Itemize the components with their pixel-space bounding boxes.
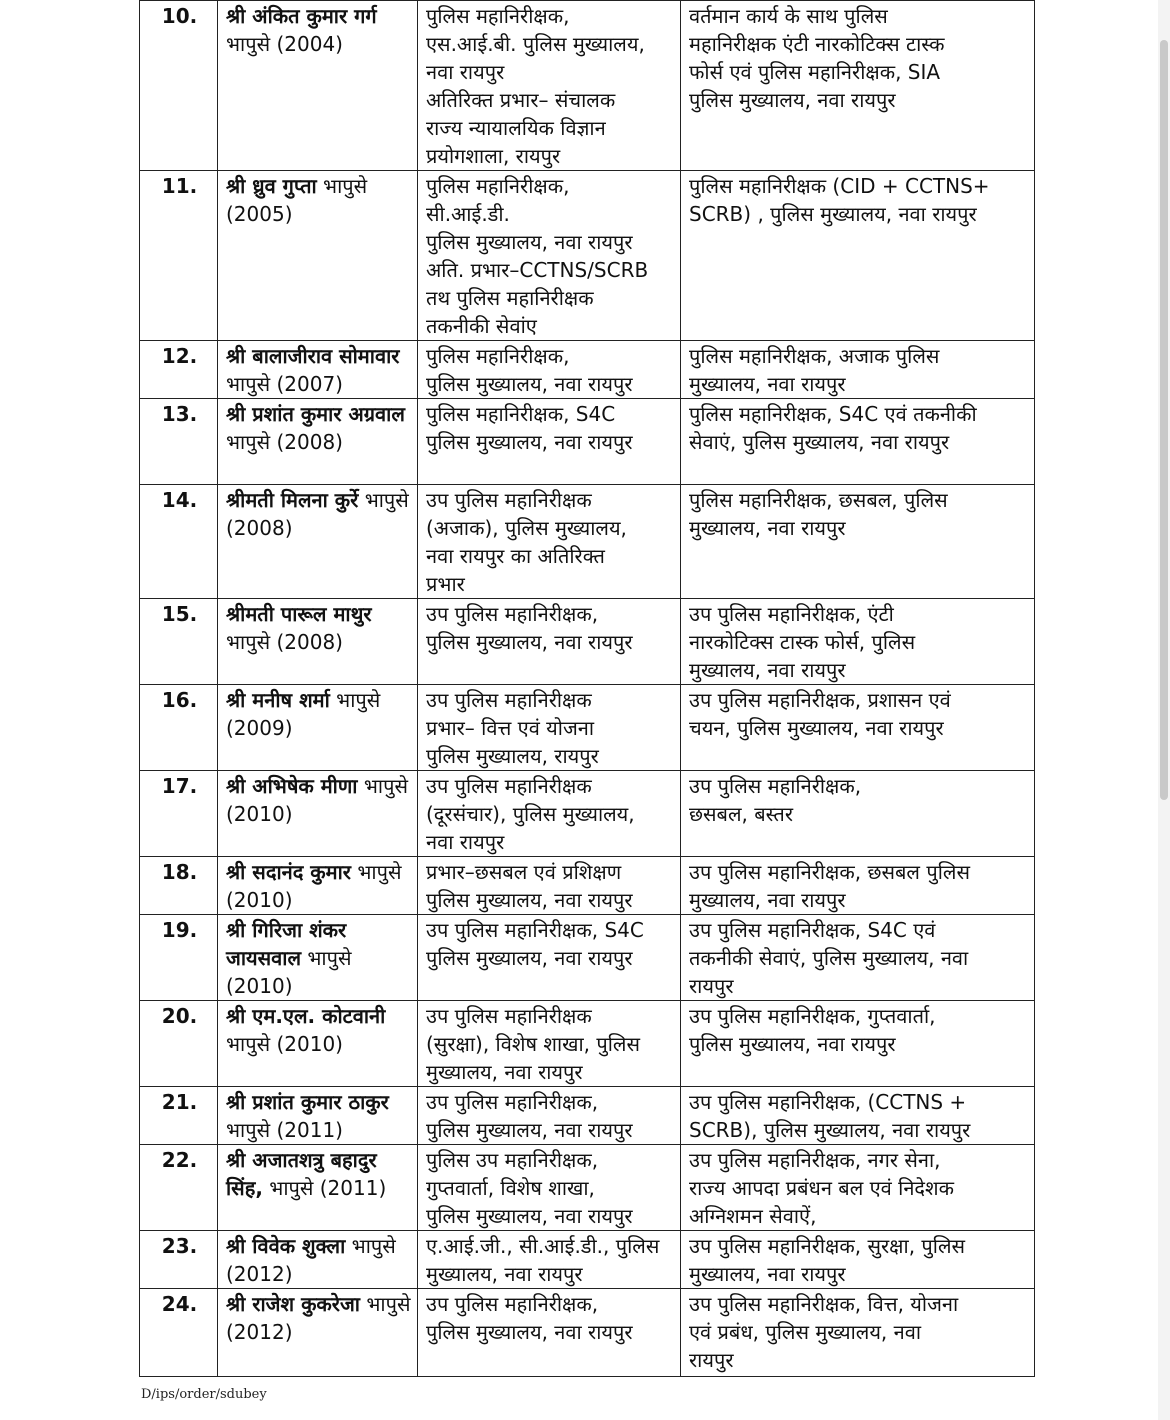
table-row	[140, 915, 1035, 1001]
current-posting-line: प्रभार	[426, 572, 465, 596]
new-posting-cell	[681, 1231, 1035, 1289]
current-posting-line: नवा रायपुर का अतिरिक्त	[426, 544, 605, 568]
serial-number: 10.	[140, 1, 218, 171]
officer-batch: भापुसे (2010)	[226, 860, 402, 912]
current-posting-line: राज्य न्यायालयिक विज्ञान	[426, 116, 606, 140]
new-posting-line: उप पुलिस महानिरीक्षक, नगर सेना,	[689, 1148, 941, 1172]
serial-number: 21.	[140, 1087, 218, 1145]
current-posting-cell	[418, 1087, 681, 1145]
current-posting-line: पुलिस मुख्यालय, नवा रायपुर	[426, 1118, 633, 1142]
new-posting-cell	[681, 485, 1035, 599]
new-posting-line: उप पुलिस महानिरीक्षक, एंटी	[689, 602, 894, 626]
officer-cell	[218, 1289, 418, 1377]
current-posting-line: नवा रायपुर	[426, 830, 505, 854]
officer-batch: भापुसे (2011)	[269, 1176, 387, 1200]
current-posting-line: प्रभार– वित्त एवं योजना	[426, 716, 595, 740]
officer-batch: भापुसे (2011)	[226, 1118, 343, 1142]
officer-cell	[218, 341, 418, 399]
new-posting-line: वर्तमान कार्य के साथ पुलिस	[689, 4, 888, 28]
table-row	[140, 1231, 1035, 1289]
officer-batch: भापुसे (2005)	[226, 174, 368, 226]
officer-name: श्री गिरिजा शंकर जायसवाल	[226, 918, 347, 970]
officer-name: श्री विवेक शुक्ला	[226, 1234, 346, 1258]
officer-batch: भापुसे (2009)	[226, 688, 381, 740]
current-posting-line: ए.आई.जी., सी.आई.डी., पुलिस	[426, 1234, 660, 1258]
new-posting-line: पुलिस महानिरीक्षक, अजाक पुलिस	[689, 344, 940, 368]
current-posting-line: मुख्यालय, नवा रायपुर	[426, 1060, 583, 1084]
serial-number: 12.	[140, 341, 218, 399]
footer-reference: D/ips/order/sdubey	[141, 1387, 267, 1402]
new-posting-line: नारकोटिक्स टास्क फोर्स, पुलिस	[689, 630, 916, 654]
officer-name: श्री अजातशत्रु बहादुर सिंह,	[226, 1148, 377, 1200]
current-posting-cell	[418, 1231, 681, 1289]
current-posting-line: उप पुलिस महानिरीक्षक	[426, 488, 592, 512]
new-posting-line: एवं प्रबंध, पुलिस मुख्यालय, नवा	[689, 1320, 922, 1344]
current-posting-cell	[418, 171, 681, 341]
serial-number: 16.	[140, 685, 218, 771]
new-posting-line: सेवाएं, पुलिस मुख्यालय, नवा रायपुर	[689, 430, 950, 454]
current-posting-line: (अजाक), पुलिस मुख्यालय,	[426, 516, 627, 540]
new-posting-cell	[681, 599, 1035, 685]
current-posting-line: एस.आई.बी. पुलिस मुख्यालय,	[426, 32, 645, 56]
new-posting-line: SCRB) , पुलिस मुख्यालय, नवा रायपुर	[689, 202, 977, 226]
current-posting-cell	[418, 341, 681, 399]
current-posting-cell	[418, 771, 681, 857]
current-posting-line: अति. प्रभार–CCTNS/SCRB	[426, 258, 649, 282]
new-posting-line: उप पुलिस महानिरीक्षक, छसबल पुलिस	[689, 860, 970, 884]
current-posting-line: गुप्तवार्ता, विशेष शाखा,	[426, 1176, 595, 1200]
current-posting-line: तकनीकी सेवांए	[426, 314, 537, 338]
new-posting-line: पुलिस मुख्यालय, नवा रायपुर	[689, 1032, 896, 1056]
officer-cell	[218, 771, 418, 857]
officer-name: श्री बालाजीराव सोमावार	[226, 344, 400, 368]
new-posting-line: महानिरीक्षक एंटी नारकोटिक्स टास्क	[689, 32, 945, 56]
serial-number: 19.	[140, 915, 218, 1001]
new-posting-line: मुख्यालय, नवा रायपुर	[689, 516, 846, 540]
current-posting-line: पुलिस मुख्यालय, नवा रायपुर	[426, 430, 633, 454]
table-row	[140, 685, 1035, 771]
new-posting-line: उप पुलिस महानिरीक्षक, सुरक्षा, पुलिस	[689, 1234, 966, 1258]
officer-name: श्री प्रशांत कुमार अग्रवाल	[226, 402, 405, 426]
new-posting-line: राज्य आपदा प्रबंधन बल एवं निदेशक	[689, 1176, 955, 1200]
new-posting-cell	[681, 399, 1035, 485]
current-posting-line: प्रयोगशाला, रायपुर	[426, 144, 561, 168]
current-posting-line: पुलिस मुख्यालय, रायपुर	[426, 744, 599, 768]
new-posting-cell	[681, 1289, 1035, 1377]
officer-batch: भापुसे (2010)	[226, 1032, 343, 1056]
current-posting-line: पुलिस उप महानिरीक्षक,	[426, 1148, 599, 1172]
officer-name: श्री ध्रुव गुप्ता	[226, 174, 317, 198]
table-row	[140, 1087, 1035, 1145]
current-posting-line: मुख्यालय, नवा रायपुर	[426, 1262, 583, 1286]
officer-batch: भापुसे (2008)	[226, 630, 343, 654]
new-posting-line: मुख्यालय, नवा रायपुर	[689, 658, 846, 682]
new-posting-cell	[681, 1, 1035, 171]
officer-name: श्रीमती मिलना कुर्रे	[226, 488, 359, 512]
officer-cell	[218, 685, 418, 771]
new-posting-line: पुलिस मुख्यालय, नवा रायपुर	[689, 88, 896, 112]
current-posting-line: पुलिस महानिरीक्षक,	[426, 344, 570, 368]
current-posting-line: अतिरिक्त प्रभार– संचालक	[426, 88, 616, 112]
table-row	[140, 1, 1035, 171]
new-posting-cell	[681, 341, 1035, 399]
serial-number: 18.	[140, 857, 218, 915]
new-posting-line: पुलिस महानिरीक्षक (CID + CCTNS+	[689, 174, 990, 198]
current-posting-line: नवा रायपुर	[426, 60, 505, 84]
officer-cell	[218, 1145, 418, 1231]
current-posting-cell	[418, 399, 681, 485]
officer-batch: भापुसे (2010)	[226, 946, 352, 998]
table-row	[140, 485, 1035, 599]
new-posting-line: मुख्यालय, नवा रायपुर	[689, 1262, 846, 1286]
current-posting-line: उप पुलिस महानिरीक्षक,	[426, 1292, 599, 1316]
officer-name: श्री राजेश कुकरेजा	[226, 1292, 360, 1316]
current-posting-line: पुलिस महानिरीक्षक,	[426, 174, 570, 198]
current-posting-line: पुलिस महानिरीक्षक, S4C	[426, 402, 616, 426]
current-posting-line: उप पुलिस महानिरीक्षक	[426, 688, 592, 712]
table-row	[140, 599, 1035, 685]
new-posting-line: रायपुर	[689, 974, 734, 998]
new-posting-line: छसबल, बस्तर	[689, 802, 794, 826]
new-posting-line: पुलिस महानिरीक्षक, S4C एवं तकनीकी	[689, 402, 977, 426]
serial-number: 20.	[140, 1001, 218, 1087]
serial-number: 14.	[140, 485, 218, 599]
new-posting-line: SCRB), पुलिस मुख्यालय, नवा रायपुर	[689, 1118, 971, 1142]
officer-name: श्री अभिषेक मीणा	[226, 774, 358, 798]
new-posting-line: पुलिस महानिरीक्षक, छसबल, पुलिस	[689, 488, 948, 512]
new-posting-line: उप पुलिस महानिरीक्षक, गुप्तवार्ता,	[689, 1004, 936, 1028]
table-row	[140, 1145, 1035, 1231]
new-posting-line: उप पुलिस महानिरीक्षक, S4C एवं	[689, 918, 936, 942]
new-posting-line: उप पुलिस महानिरीक्षक, (CCTNS +	[689, 1090, 967, 1114]
current-posting-cell	[418, 485, 681, 599]
officer-batch: भापुसे (2008)	[226, 488, 409, 540]
new-posting-cell	[681, 1145, 1035, 1231]
table-row	[140, 1289, 1035, 1377]
serial-number: 15.	[140, 599, 218, 685]
serial-number: 17.	[140, 771, 218, 857]
officer-name: श्री मनीष शर्मा	[226, 688, 330, 712]
officer-batch: भापुसे (2010)	[226, 774, 408, 826]
current-posting-cell	[418, 1001, 681, 1087]
new-posting-line: फोर्स एवं पुलिस महानिरीक्षक, SIA	[689, 60, 941, 84]
table-row	[140, 1001, 1035, 1087]
new-posting-cell	[681, 771, 1035, 857]
officer-batch: भापुसे (2012)	[226, 1292, 411, 1344]
officer-cell	[218, 171, 418, 341]
current-posting-line: उप पुलिस महानिरीक्षक	[426, 774, 592, 798]
officer-batch: भापुसे (2008)	[226, 430, 343, 454]
current-posting-line: प्रभार–छसबल एवं प्रशिक्षण	[426, 860, 622, 884]
officer-cell	[218, 485, 418, 599]
officer-cell	[218, 399, 418, 485]
new-posting-line: मुख्यालय, नवा रायपुर	[689, 888, 846, 912]
current-posting-line: पुलिस मुख्यालय, नवा रायपुर	[426, 230, 633, 254]
serial-number: 11.	[140, 171, 218, 341]
serial-number: 23.	[140, 1231, 218, 1289]
current-posting-line: उप पुलिस महानिरीक्षक,	[426, 1090, 599, 1114]
current-posting-line: पुलिस मुख्यालय, नवा रायपुर	[426, 372, 633, 396]
table-row	[140, 171, 1035, 341]
transfer-order-table	[139, 0, 1035, 1377]
new-posting-line: मुख्यालय, नवा रायपुर	[689, 372, 846, 396]
officer-cell	[218, 599, 418, 685]
officer-cell	[218, 1001, 418, 1087]
new-posting-line: रायपुर	[689, 1348, 734, 1372]
current-posting-cell	[418, 685, 681, 771]
current-posting-line: उप पुलिस महानिरीक्षक, S4C	[426, 918, 644, 942]
current-posting-line: पुलिस मुख्यालय, नवा रायपुर	[426, 630, 633, 654]
table-row	[140, 857, 1035, 915]
table-body	[140, 1, 1035, 1377]
current-posting-line: (सुरक्षा), विशेष शाखा, पुलिस	[426, 1032, 641, 1056]
new-posting-cell	[681, 171, 1035, 341]
new-posting-cell	[681, 1087, 1035, 1145]
officer-name: श्री प्रशांत कुमार ठाकुर	[226, 1090, 389, 1114]
scrollbar-track[interactable]	[1158, 0, 1170, 1420]
current-posting-line: पुलिस मुख्यालय, नवा रायपुर	[426, 1320, 633, 1344]
officer-cell	[218, 915, 418, 1001]
table-row	[140, 771, 1035, 857]
officer-batch: भापुसे (2007)	[226, 372, 343, 396]
current-posting-line: सी.आई.डी.	[426, 202, 510, 226]
officer-name: श्री सदानंद कुमार	[226, 860, 351, 884]
current-posting-line: पुलिस मुख्यालय, नवा रायपुर	[426, 946, 633, 970]
new-posting-line: तकनीकी सेवाएं, पुलिस मुख्यालय, नवा	[689, 946, 969, 970]
new-posting-line: उप पुलिस महानिरीक्षक, वित्त, योजना	[689, 1292, 959, 1316]
new-posting-line: अग्निशमन सेवाऐं,	[689, 1204, 817, 1228]
officer-cell	[218, 1231, 418, 1289]
officer-cell	[218, 1087, 418, 1145]
current-posting-line: पुलिस महानिरीक्षक,	[426, 4, 570, 28]
new-posting-line: उप पुलिस महानिरीक्षक,	[689, 774, 862, 798]
new-posting-cell	[681, 1001, 1035, 1087]
new-posting-cell	[681, 915, 1035, 1001]
table-row	[140, 341, 1035, 399]
current-posting-line: उप पुलिस महानिरीक्षक,	[426, 602, 599, 626]
current-posting-cell	[418, 915, 681, 1001]
table-row	[140, 399, 1035, 485]
current-posting-line: पुलिस मुख्यालय, नवा रायपुर	[426, 888, 633, 912]
officer-batch: भापुसे (2012)	[226, 1234, 396, 1286]
current-posting-cell	[418, 1, 681, 171]
current-posting-cell	[418, 1145, 681, 1231]
new-posting-cell	[681, 857, 1035, 915]
officer-name: श्री एम.एल. कोटवानी	[226, 1004, 386, 1028]
new-posting-line: उप पुलिस महानिरीक्षक, प्रशासन एवं	[689, 688, 951, 712]
serial-number: 22.	[140, 1145, 218, 1231]
current-posting-line: (दूरसंचार), पुलिस मुख्यालय,	[426, 802, 635, 826]
current-posting-cell	[418, 1289, 681, 1377]
serial-number: 13.	[140, 399, 218, 485]
new-posting-cell	[681, 685, 1035, 771]
new-posting-line: चयन, पुलिस मुख्यालय, नवा रायपुर	[689, 716, 944, 740]
officer-batch: भापुसे (2004)	[226, 32, 343, 56]
officer-cell	[218, 1, 418, 171]
scrollbar-thumb[interactable]	[1160, 40, 1168, 800]
current-posting-line: उप पुलिस महानिरीक्षक	[426, 1004, 592, 1028]
current-posting-line: पुलिस मुख्यालय, नवा रायपुर	[426, 1204, 633, 1228]
current-posting-cell	[418, 599, 681, 685]
officer-name: श्रीमती पारूल माथुर	[226, 602, 372, 626]
officer-name: श्री अंकित कुमार गर्ग	[226, 4, 377, 28]
serial-number: 24.	[140, 1289, 218, 1377]
current-posting-cell	[418, 857, 681, 915]
current-posting-line: तथ पुलिस महानिरीक्षक	[426, 286, 594, 310]
officer-cell	[218, 857, 418, 915]
